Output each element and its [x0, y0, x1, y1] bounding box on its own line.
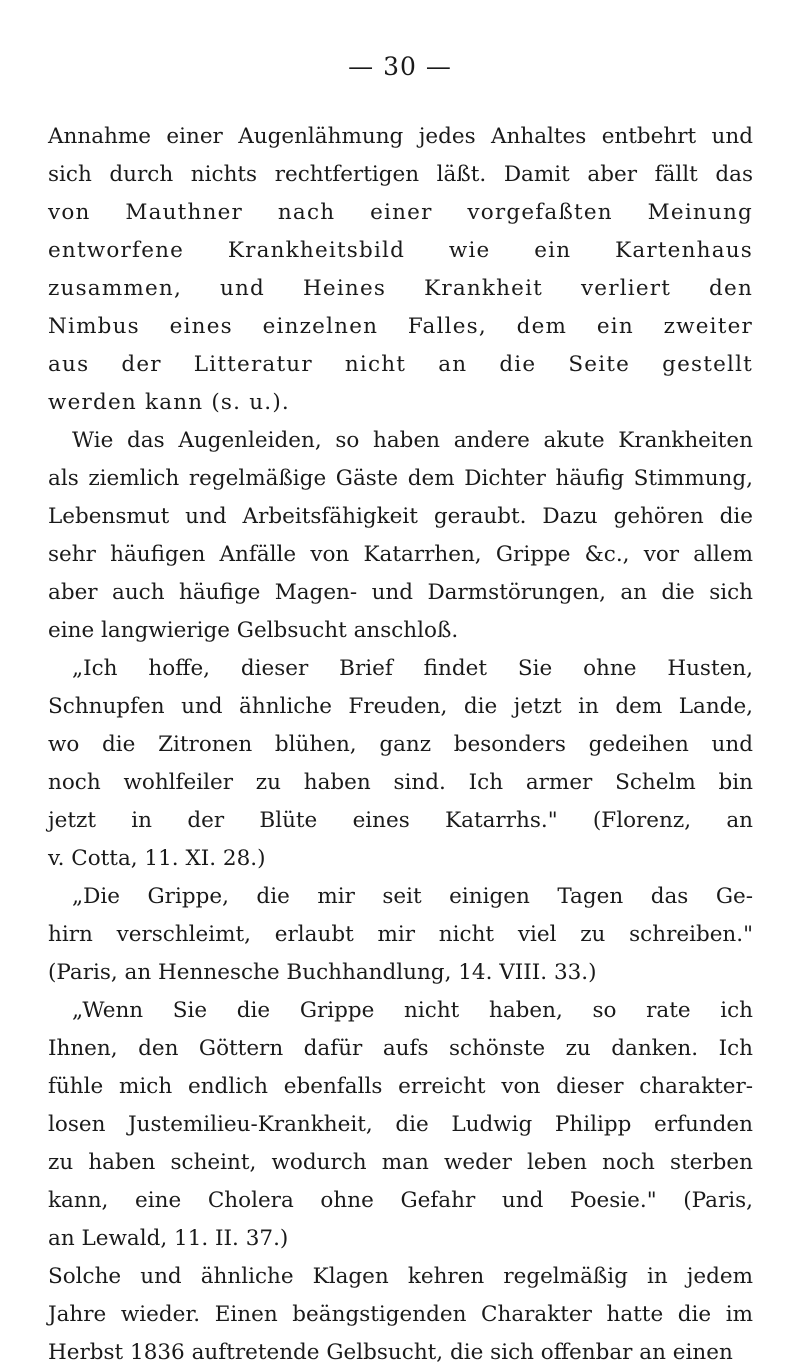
text-line: Annahme einer Augenlähmung jedes Anhaltes entbehrt und [48, 124, 753, 149]
text-line: fühle mich endlich ebenfalls erreicht von dieser charakter- [48, 1074, 753, 1099]
text-line: kann, eine Cholera ohne Gefahr und Poesie." (Paris, [48, 1188, 753, 1213]
text-line: zu haben scheint, wodurch man weder leben noch sterben [48, 1150, 753, 1175]
text-line: werden kann (s. u.). [48, 390, 290, 415]
text-line: entworfene Krankheitsbild wie ein Kartenhaus [48, 238, 753, 263]
text-line: sich durch nichts rechtfertigen läßt. Damit aber fällt das [48, 162, 753, 187]
text-line: Jahre wieder. Einen beängstigenden Charakter hatte die im [48, 1302, 753, 1327]
text-line: Lebensmut und Arbeitsfähigkeit geraubt. Dazu gehören die [48, 504, 753, 529]
text-line: losen Justemilieu-Krankheit, die Ludwig Philipp erfunden [48, 1112, 753, 1137]
text-line: „Ich hoffe, dieser Brief findet Sie ohne Husten, [72, 656, 753, 681]
text-line: von Mauthner nach einer vorgefaßten Meinung [48, 200, 753, 225]
text-line: aus der Litteratur nicht an die Seite gestellt [48, 352, 753, 377]
text-line: (Paris, an Hennesche Buchhandlung, 14. VIII. 33.) [48, 960, 597, 985]
text-line: Schnupfen und ähnliche Freuden, die jetzt in dem Lande, [48, 694, 753, 719]
text-line: als ziemlich regelmäßige Gäste dem Dichter häufig Stimmung, [48, 466, 753, 491]
text-line: „Die Grippe, die mir seit einigen Tagen das Ge- [72, 884, 753, 909]
body-text [48, 118, 753, 1372]
text-line: aber auch häufige Magen- und Darmstörungen, an die sich [48, 580, 753, 605]
text-line: „Wenn Sie die Grippe nicht haben, so rate ich [72, 998, 753, 1023]
text-line: Herbst 1836 auftretende Gelbsucht, die sich offenbar an einen [48, 1340, 733, 1365]
text-line: Wie das Augenleiden, so haben andere akute Krankheiten [72, 428, 753, 453]
text-line: an Lewald, 11. II. 37.) [48, 1226, 289, 1251]
text-line: noch wohlfeiler zu haben sind. Ich armer Schelm bin [48, 770, 753, 795]
text-line: Nimbus eines einzelnen Falles, dem ein zweiter [48, 314, 753, 339]
text-line: zusammen, und Heines Krankheit verliert den [48, 276, 753, 301]
text-line: wo die Zitronen blühen, ganz besonders gedeihen und [48, 732, 753, 757]
text-line: v. Cotta, 11. XI. 28.) [48, 846, 266, 871]
text-line: hirn verschleimt, erlaubt mir nicht viel zu schreiben." [48, 922, 753, 947]
text-line: Solche und ähnliche Klagen kehren regelmäßig in jedem [48, 1264, 753, 1289]
text-line: sehr häufigen Anfälle von Katarrhen, Grippe &c., vor allem [48, 542, 753, 567]
text-line: jetzt in der Blüte eines Katarrhs." (Florenz, an [48, 808, 753, 833]
text-line: Ihnen, den Göttern dafür aufs schönste zu danken. Ich [48, 1036, 753, 1061]
text-line: eine langwierige Gelbsucht anschloß. [48, 618, 459, 643]
page-number: — 30 — [348, 52, 452, 81]
